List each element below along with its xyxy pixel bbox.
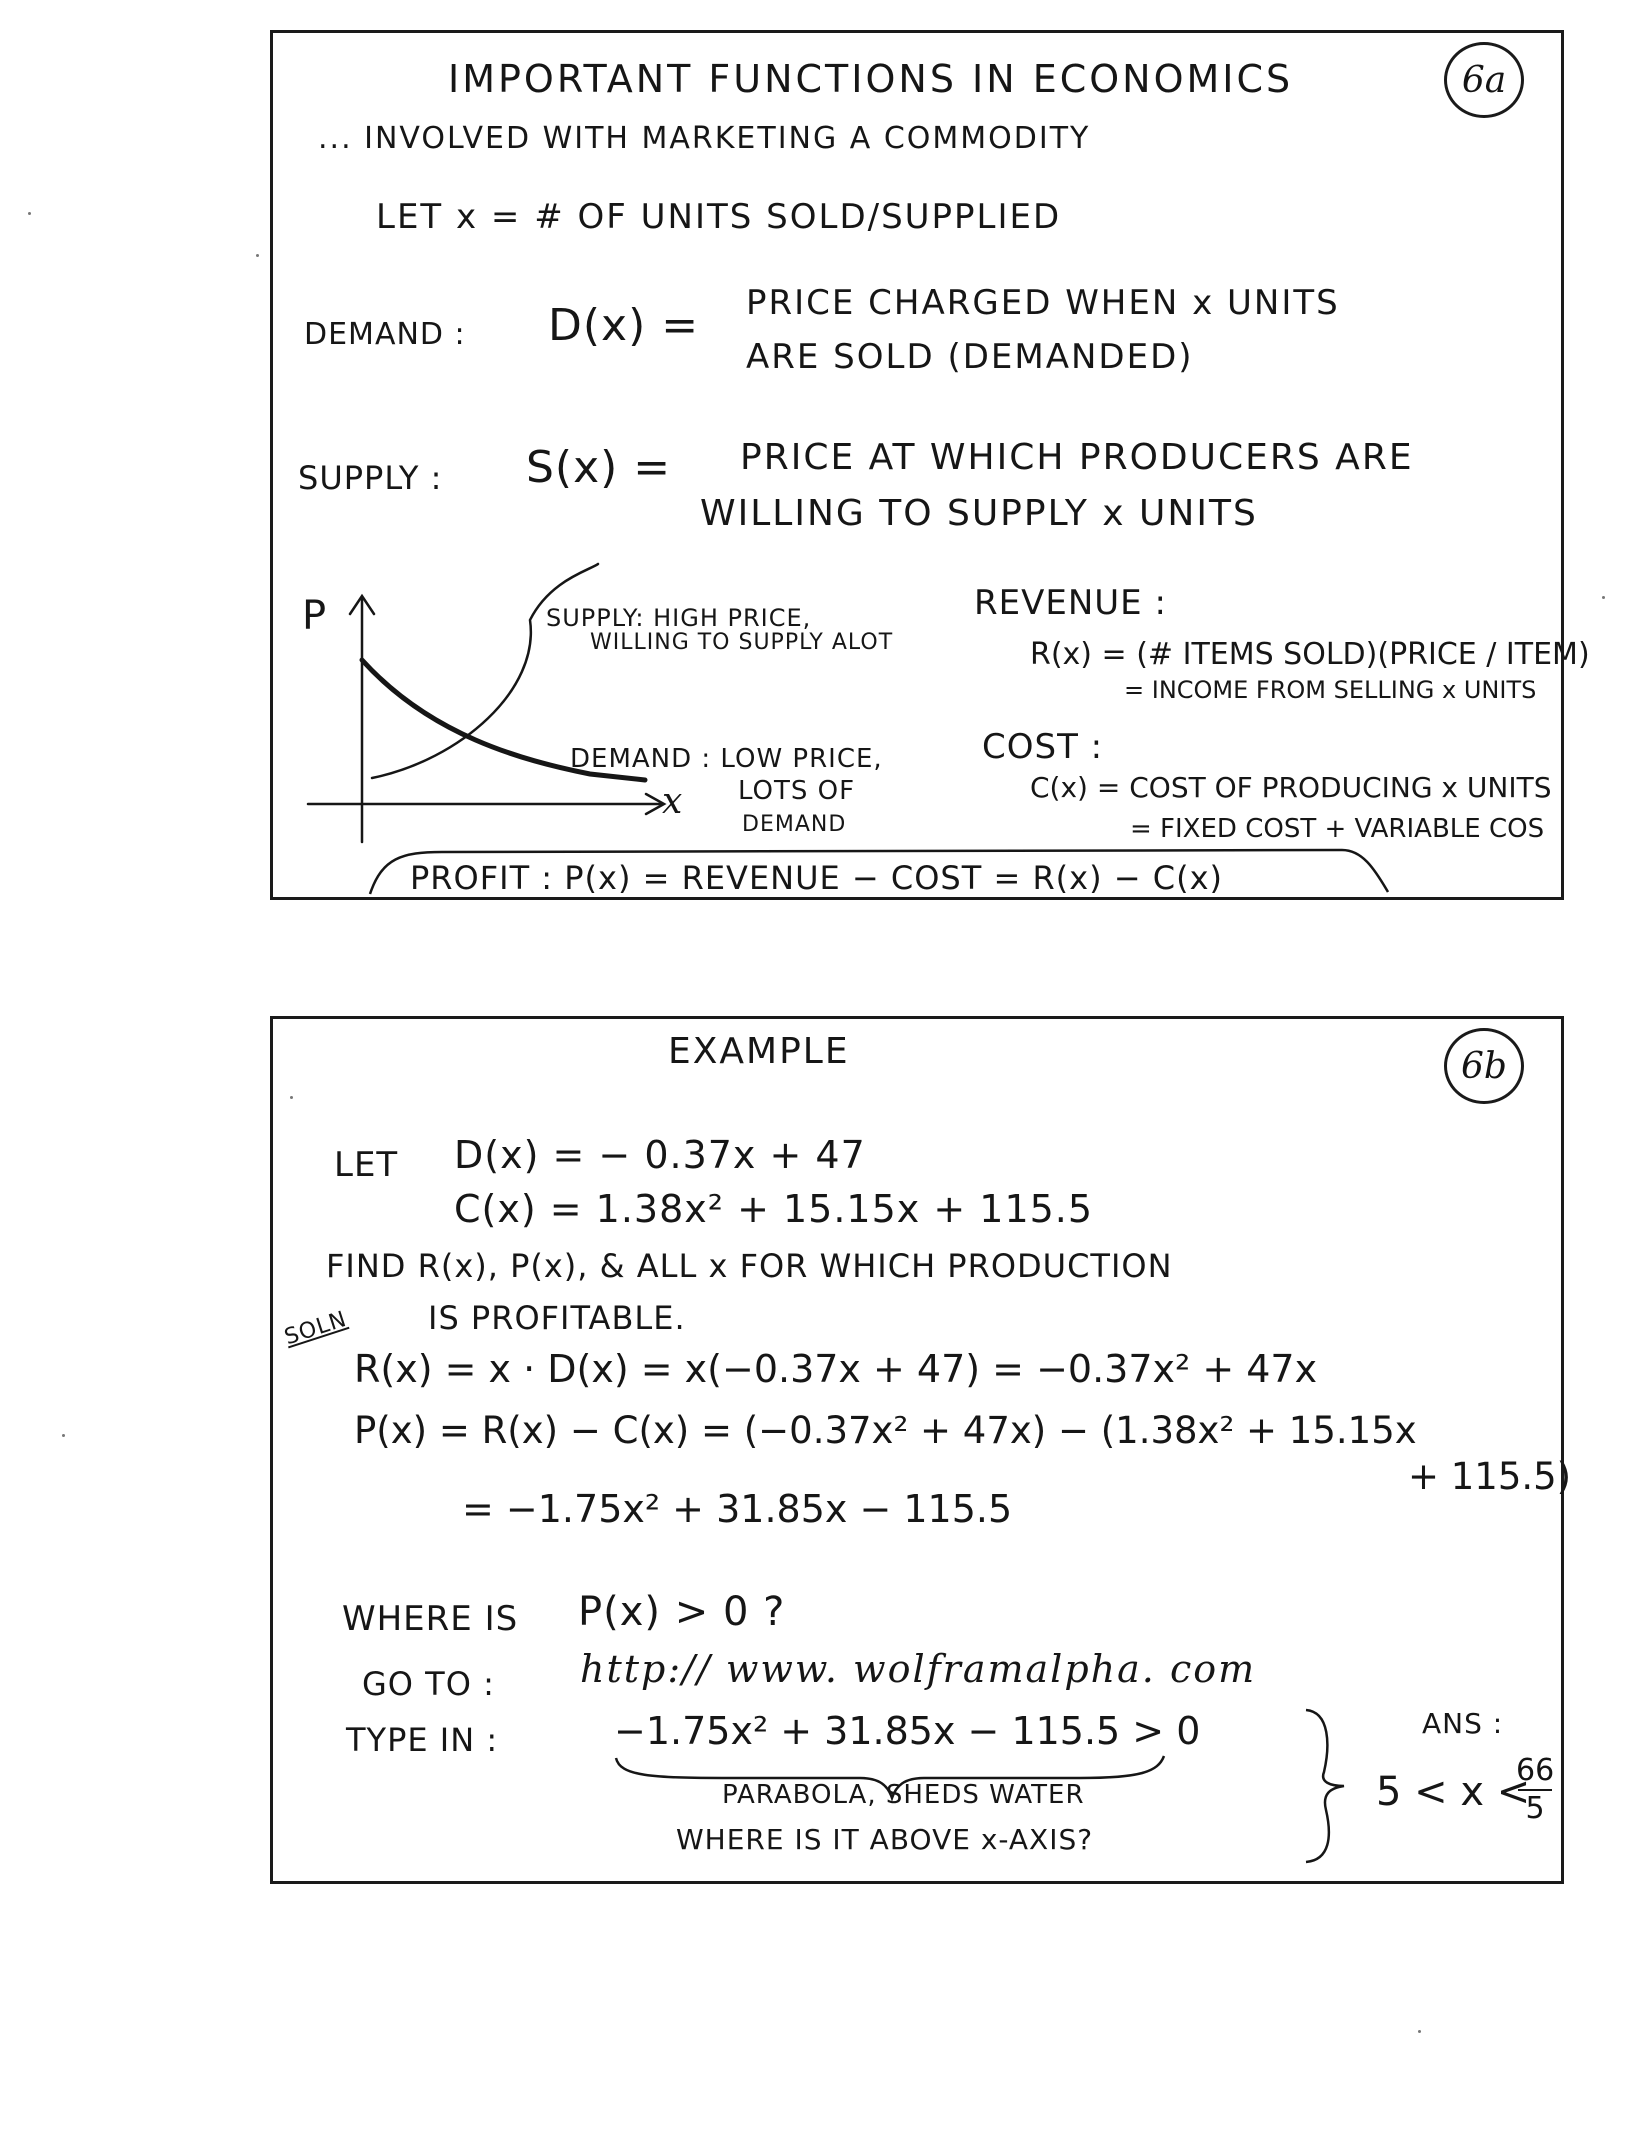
demand-term: DEMAND : (304, 317, 466, 352)
slide-6b-title: EXAMPLE (668, 1031, 850, 1072)
find-instruction-line-2: IS PROFITABLE. (428, 1299, 686, 1337)
supply-note-line-2: WILLING TO SUPPLY ALOT (590, 630, 894, 655)
cost-equation: C(x) = 1.38x² + 15.15x + 115.5 (454, 1187, 1094, 1231)
scan-speck (1602, 596, 1605, 599)
supply-definition-line-1: PRICE AT WHICH PRODUCERS ARE (740, 437, 1414, 478)
demand-note-line-3: DEMAND (742, 812, 847, 837)
demand-definition-line-2: ARE SOLD (DEMANDED) (746, 337, 1194, 377)
profit-formula: PROFIT : P(x) = REVENUE − COST = R(x) − C(x) (410, 859, 1223, 897)
slide-6a-number-badge (1444, 42, 1524, 118)
parabola-note-line-1: PARABOLA, SHEDS WATER (722, 1780, 1085, 1810)
answer-numerator: 66 (1516, 1753, 1555, 1788)
cost-heading: COST : (982, 727, 1104, 767)
let-keyword: LET (334, 1145, 399, 1185)
demand-definition-line-1: PRICE CHARGED WHEN x UNITS (746, 283, 1340, 323)
scan-speck (256, 254, 259, 257)
profit-derivation: P(x) = R(x) − C(x) = (−0.37x² + 47x) − (1.38x² + 15.15x (354, 1409, 1417, 1452)
revenue-income-note: = INCOME FROM SELLING x UNITS (1124, 676, 1537, 704)
answer-inequality: 5 < x < (1376, 1769, 1531, 1815)
find-instruction-line-1: FIND R(x), P(x), & ALL x FOR WHICH PRODUCTION (326, 1247, 1173, 1285)
demand-note-line-1: DEMAND : LOW PRICE, (570, 744, 883, 774)
supply-term: SUPPLY : (298, 459, 443, 497)
goto-label: GO TO : (362, 1665, 495, 1703)
slide-6b-number: 6b (1461, 1045, 1507, 1087)
supply-demand-graph (290, 580, 590, 850)
slide-6a-number: 6a (1461, 59, 1507, 101)
scan-speck (1418, 2030, 1421, 2033)
type-in-label: TYPE IN : (346, 1721, 499, 1759)
profit-result: = −1.75x² + 31.85x − 115.5 (462, 1487, 1013, 1531)
scan-speck (290, 1096, 293, 1099)
scan-speck (28, 212, 31, 215)
scan-speck (62, 1434, 65, 1437)
let-x-definition: LET x = # OF UNITS SOLD/SUPPLIED (376, 197, 1062, 237)
where-question-expression: P(x) > 0 ? (578, 1589, 786, 1635)
revenue-heading: REVENUE : (974, 583, 1167, 623)
answer-fraction (1516, 1753, 1555, 1826)
demand-equation: D(x) = − 0.37x + 47 (454, 1133, 866, 1177)
supply-note-line-1: SUPPLY: HIGH PRICE, (546, 604, 812, 632)
cost-formula: C(x) = COST OF PRODUCING x UNITS (1030, 771, 1552, 804)
demand-function: D(x) = (548, 300, 700, 351)
parabola-note-line-2: WHERE IS IT ABOVE x-AXIS? (676, 1823, 1094, 1856)
revenue-formula: R(x) = (# ITEMS SOLD)(PRICE / ITEM) (1030, 637, 1590, 672)
where-question-label: WHERE IS (342, 1599, 519, 1639)
answer-denominator: 5 (1525, 1791, 1545, 1826)
inequality-to-type: −1.75x² + 31.85x − 115.5 > 0 (614, 1709, 1201, 1753)
answer-label: ANS : (1422, 1707, 1504, 1740)
profit-derivation-continued: + 115.5) (1408, 1455, 1572, 1498)
wolframalpha-url: http:// www. wolframalpha. com (580, 1647, 1257, 1691)
answer-brace (1300, 1706, 1360, 1866)
slide-6b-number-badge (1444, 1028, 1524, 1104)
supply-function: S(x) = (526, 442, 672, 493)
revenue-derivation: R(x) = x · D(x) = x(−0.37x + 47) = −0.37x² + 47x (354, 1347, 1318, 1391)
slide-6a-title: IMPORTANT FUNCTIONS IN ECONOMICS (448, 57, 1294, 101)
supply-definition-line-2: WILLING TO SUPPLY x UNITS (700, 493, 1258, 534)
solution-marker: SOLN (281, 1306, 351, 1351)
cost-breakdown: = FIXED COST + VARIABLE COS (1130, 814, 1545, 844)
demand-note-line-2: LOTS OF (738, 776, 856, 806)
slide-6a-subtitle: ... INVOLVED WITH MARKETING A COMMODITY (318, 121, 1091, 156)
quantity-axis-label: x (662, 781, 684, 822)
price-axis-label: P (302, 593, 328, 639)
